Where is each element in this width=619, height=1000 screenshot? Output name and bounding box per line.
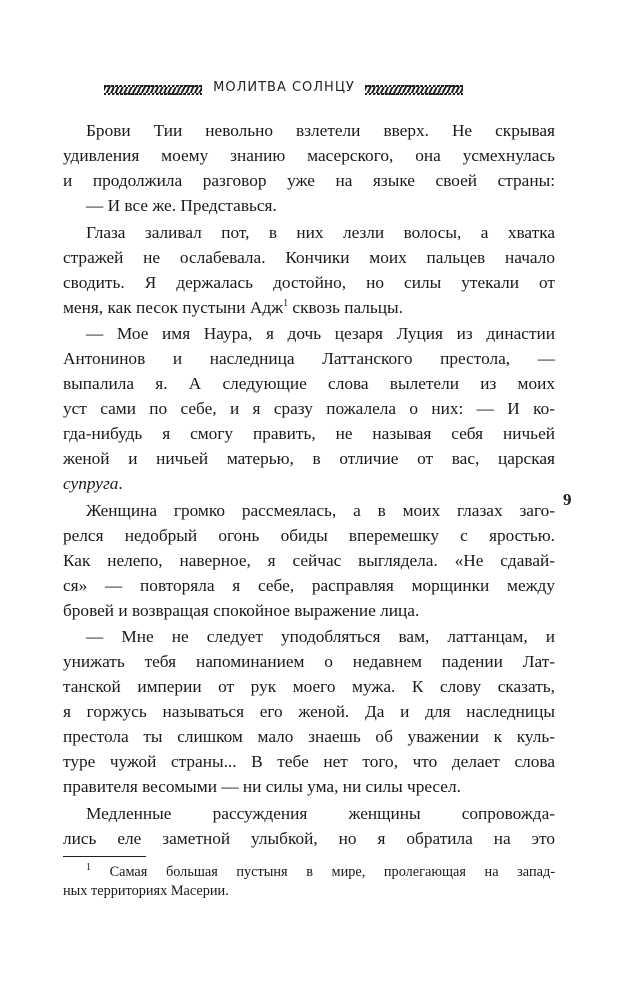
text-line: — Мне не следует уподобляться вам, латтанцам, и	[86, 627, 555, 646]
footnote-divider	[63, 856, 146, 857]
running-header	[0, 78, 619, 102]
text-line: унижать тебя напоминанием о недавнем падении Лат-	[63, 652, 555, 671]
body-text	[63, 118, 555, 851]
text-line: престола ты слишком мало знаешь об уважении к куль-	[63, 727, 555, 746]
footnote-line: ных территориях Масерии.	[63, 883, 229, 899]
text-line	[63, 295, 403, 320]
footnote-line	[63, 863, 555, 882]
text-line: и продолжила разговор уже на языке своей страны:	[63, 171, 555, 190]
page-number: 9	[563, 490, 572, 509]
italic-text: супруга	[63, 474, 119, 493]
text-line: релся недобрый огонь обиды вперемешку с яростью.	[63, 525, 555, 545]
text-line: — Мое имя Наура, я дочь цезаря Луция из династии	[86, 324, 555, 343]
text-line: туре чужой страны... В тебе нет того, что делает слова	[63, 752, 555, 771]
text-line: женой и ничьей матерью, в отличие от вас, царская	[63, 449, 555, 468]
text-line: гда-нибудь я смогу править, не называя себя ничьей	[63, 424, 555, 443]
text-line: стражей не ослабевала. Кончики моих пальцев начало	[63, 247, 555, 267]
text-line: Глаза заливал пот, в них лезли волосы, а хватка	[86, 222, 555, 242]
footnote-marker: 1	[86, 862, 91, 874]
text-line: сводить. Я держалась достойно, но силы утекали от	[63, 272, 555, 292]
footnote	[63, 863, 555, 901]
text: .	[118, 474, 123, 493]
text-line: танской империи от рук моего мужа. К слову сказать,	[63, 677, 555, 696]
footnote-ref[interactable]: 1	[283, 297, 289, 309]
text-line	[63, 471, 123, 496]
text-line: — И все же. Представься.	[86, 196, 277, 215]
text-line: Медленные рассуждения женщины сопровожда-	[86, 803, 555, 823]
text-line: Женщина громко рассмеялась, а в моих глазах заго-	[86, 500, 555, 520]
text-line: выпалила я. А следующие слова вылетели из моих	[63, 374, 555, 393]
text: Самая большая пустыня в мире, пролегающая на запад-	[91, 864, 555, 880]
text-line: Антонинов и наследница Латтанского престола, —	[63, 349, 555, 368]
text-line: удивления моему знанию масерского, она усмехнулась	[63, 146, 555, 165]
ornament-left	[104, 85, 202, 95]
text-line: я горжусь называться его женой. Да и для наследницы	[63, 702, 555, 721]
text-line: бровей и возвращая спокойное выражение лица.	[63, 600, 420, 620]
text-line: ся» — повторяла я себе, расправляя морщинки между	[63, 575, 555, 595]
text: меня, как песок пустыни Адж	[63, 297, 284, 317]
ornament-right	[365, 85, 463, 95]
text-line: правителя весомыми — ни силы ума, ни силы чресел.	[63, 777, 461, 796]
text-line: лись еле заметной улыбкой, но я обратила на это	[63, 828, 555, 848]
running-title: МОЛИТВА СОЛНЦУ	[213, 80, 355, 95]
text-line: уст сами по себе, и я сразу пожалела о них: — И ко-	[63, 399, 555, 418]
text: сквозь пальцы.	[288, 297, 403, 317]
text-line: Брови Тии невольно взлетели вверх. Не скрывая	[86, 121, 555, 140]
text-line: Как нелепо, наверное, я сейчас выглядела. «Не сдавай-	[63, 550, 555, 570]
